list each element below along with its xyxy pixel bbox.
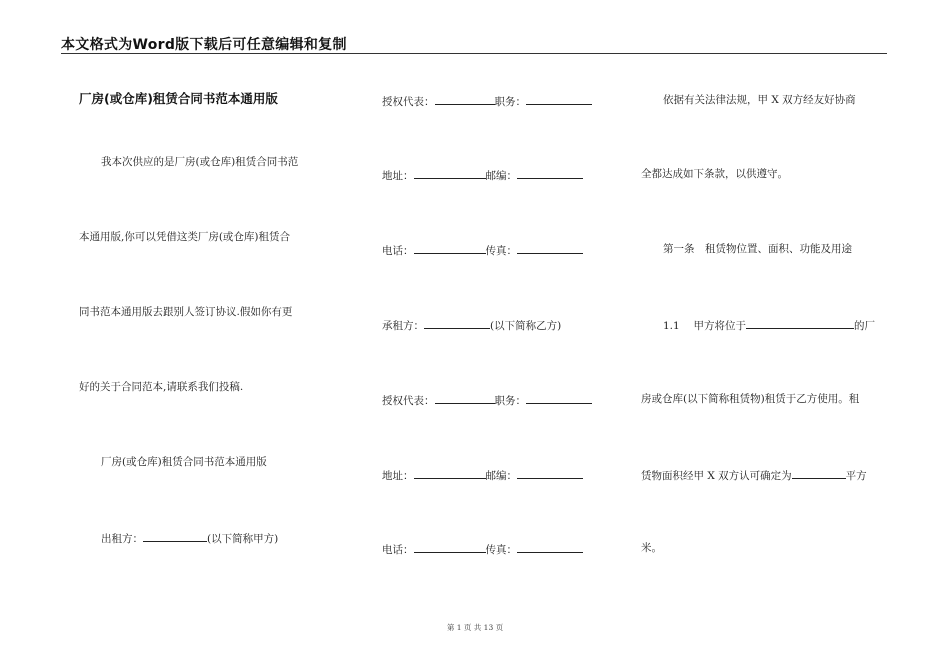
intro-line-4: 好的关于合同范本,请联系我们投稿. [79,381,244,393]
contract-heading: 厂房(或仓库)租赁合同书范本通用版 [101,456,267,468]
fax-blank [517,541,583,553]
phone-blank [414,242,486,254]
position-label: 职务： [494,395,526,407]
postcode-blank [517,167,583,179]
clause-intro-line-2: 全都达成如下条款，以供遵守。 [641,168,788,180]
lessor-line [101,530,278,546]
postcode-blank [517,467,583,479]
address-label: 地址： [382,470,414,482]
article-1-heading: 第一条 租赁物位置、面积、功能及用途 [663,243,852,255]
postcode-label: 邮编： [485,170,517,182]
lessee-suffix: (以下简称乙方) [490,320,562,332]
article-1-1-prefix: 1.1 甲方将位于 [663,320,747,332]
lessor-rep-line [382,93,592,109]
lessor-address-line [382,167,583,183]
lessee-line [382,317,561,333]
rep-blank [435,93,495,105]
lessee-address-line [382,467,583,483]
lessee-rep-line [382,392,592,408]
article-1-1-line-2: 房或仓库(以下简称租赁物)租赁于乙方使用。租 [641,393,860,405]
article-1-1-line-4: 米。 [641,542,662,554]
lessee-phone-line [382,541,583,557]
lessor-phone-line [382,242,583,258]
phone-label: 电话： [382,544,414,556]
lessee-label: 承租方： [382,320,424,332]
clause-intro-line-1: 依据有关法律法规，甲 X 双方经友好协商 [663,94,856,106]
position-blank [526,93,592,105]
intro-line-2: 本通用版,你可以凭借这类厂房(或仓库)租赁合 [79,231,291,243]
position-label: 职务： [494,96,526,108]
phone-label: 电话： [382,245,414,257]
page-footer: 第 1 页 共 13 页 [446,623,504,632]
lessor-suffix: (以下简称甲方) [207,533,279,545]
postcode-label: 邮编： [485,470,517,482]
document-title: 厂房(或仓库)租赁合同书范本通用版 [79,91,278,106]
lessee-blank [424,317,490,329]
header-divider [61,53,887,54]
area-suffix: 平方 [845,470,867,482]
address-label: 地址： [382,170,414,182]
rep-label: 授权代表： [382,96,435,108]
area-prefix: 赁物面积经甲 X 双方认可确定为 [641,470,792,482]
rep-label: 授权代表： [382,395,435,407]
article-1-1-line-3 [641,467,867,483]
fax-label: 传真： [485,245,517,257]
lessor-label: 出租方： [101,533,143,545]
article-1-1-suffix: 的厂 [854,320,876,332]
fax-label: 传真： [485,544,517,556]
address-blank [414,467,486,479]
intro-line-3: 同书范本通用版去跟别人签订协议.假如你有更 [79,306,293,318]
document-header-title: 本文格式为Word版下载后可任意编辑和复制 [61,37,347,53]
fax-blank [517,242,583,254]
address-blank [414,167,486,179]
article-1-1-line [663,317,875,333]
area-blank [792,467,846,479]
intro-line-1: 我本次供应的是厂房(或仓库)租赁合同书范 [101,156,299,168]
position-blank [526,392,592,404]
lessor-blank [143,530,207,542]
rep-blank [435,392,495,404]
phone-blank [414,541,486,553]
location-blank [746,317,854,329]
